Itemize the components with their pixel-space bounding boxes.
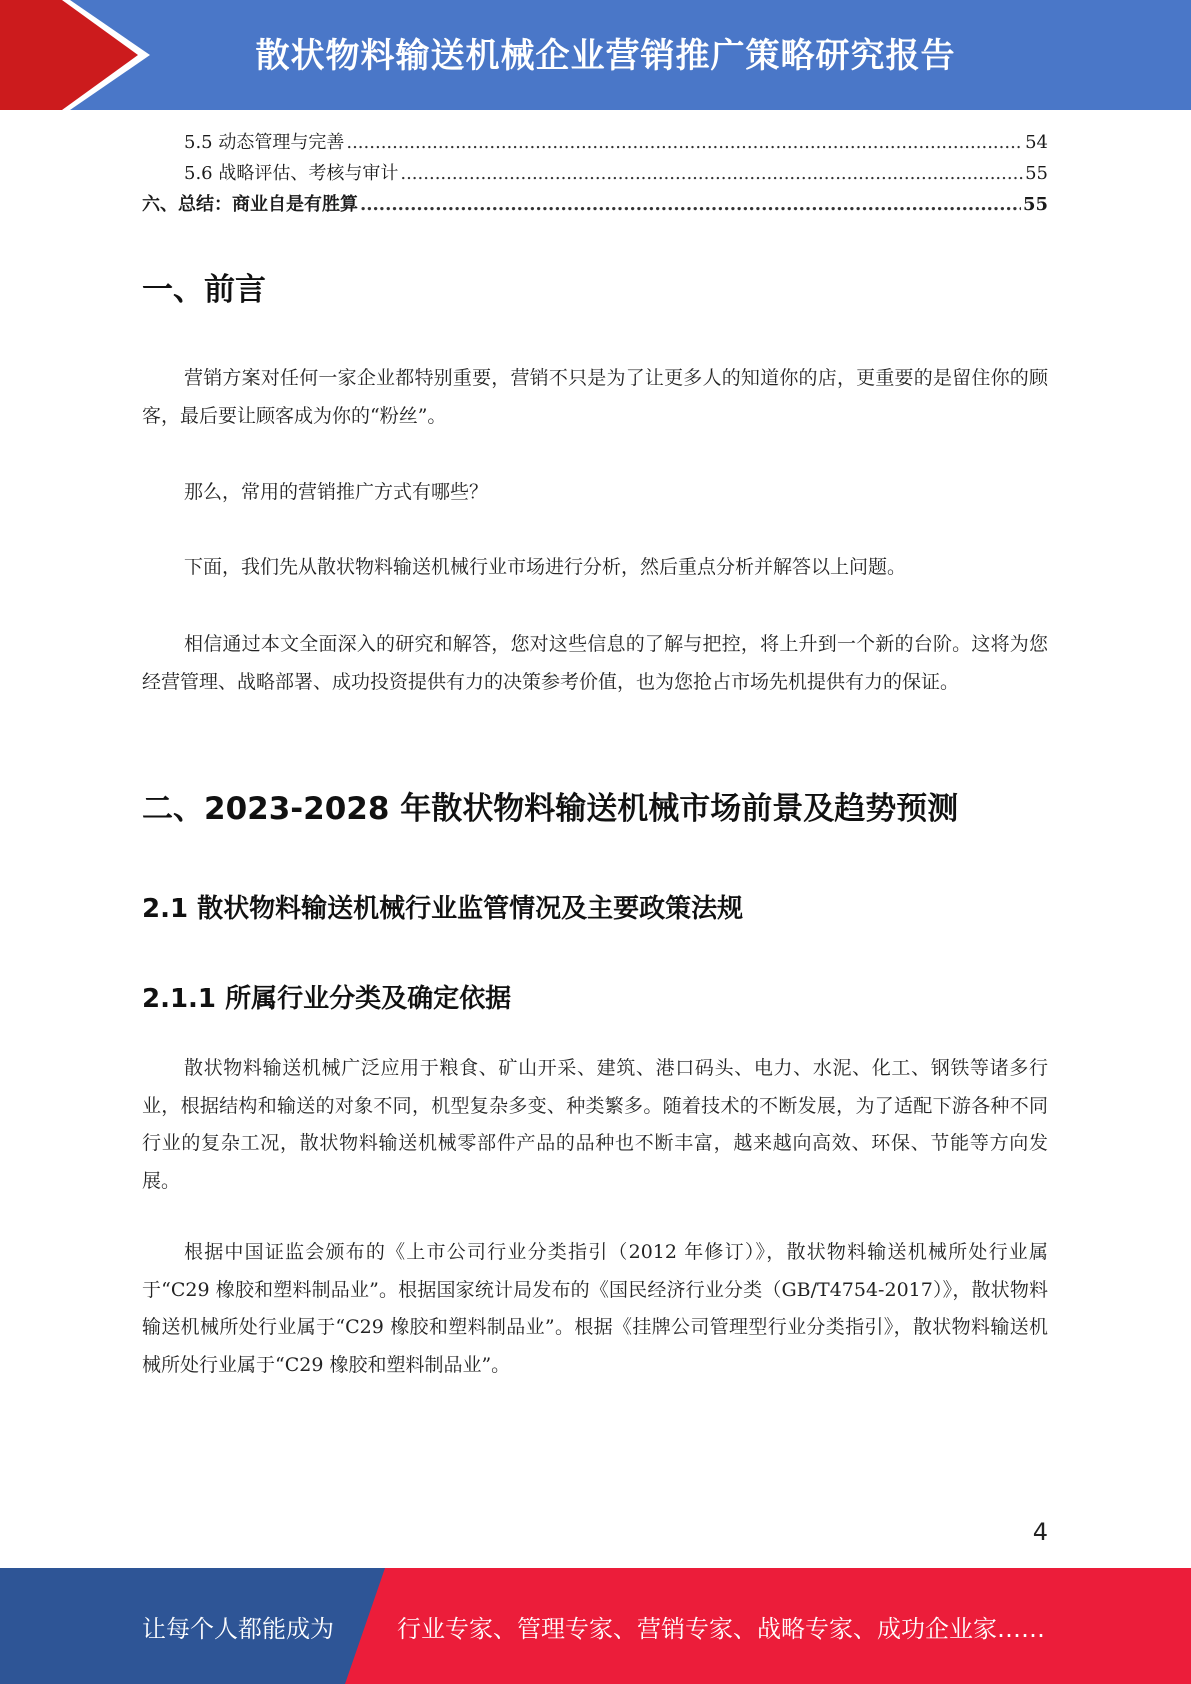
footer-banner: [0, 1568, 1191, 1684]
paragraph: 那么，常用的营销推广方式有哪些？: [184, 481, 489, 503]
toc-entry-label: 5.5 动态管理与完善: [184, 132, 345, 153]
toc-entry-label: 六、总结：商业自是有胜算: [142, 194, 358, 215]
header-banner: [0, 0, 1191, 110]
toc-entry-page: 54: [1025, 132, 1048, 153]
section-heading-market-outlook: 二、2023-2028 年散状物料输送机械市场前景及趋势预测: [142, 791, 959, 827]
report-title: 散状物料输送机械企业营销推广策略研究报告: [255, 36, 956, 76]
paragraph: 营销方案对任何一家企业都特别重要，营销不只是为了让更多人的知道你的店，更重要的是留住你的顾客，最后要让顾客成为你的“粉丝”。: [142, 367, 1048, 427]
table-of-contents: [142, 128, 1048, 221]
toc-leader-dots: [360, 194, 1021, 215]
subsubsection-heading: 2.1.1 所属行业分类及确定依据: [142, 984, 512, 1014]
toc-entry-page: 55: [1022, 194, 1048, 215]
toc-entry-label: 5.6 战略评估、考核与审计: [184, 163, 399, 184]
toc-leader-dots: [400, 163, 1023, 184]
section-heading-preface: 一、前言: [142, 272, 266, 308]
page-number: 4: [1032, 1518, 1048, 1546]
paragraph: 下面，我们先从散状物料输送机械行业市场进行分析，然后重点分析并解答以上问题。: [184, 556, 907, 578]
footer-slogan-left: 让每个人都能成为: [142, 1615, 334, 1643]
toc-entry[interactable]: [142, 128, 1048, 159]
paragraph: 相信通过本文全面深入的研究和解答，您对这些信息的了解与把控，将上升到一个新的台阶。这将为您经营管理、战略部署、成功投资提供有力的决策参考价值，也为您抢占市场先机提供有力的保证。: [142, 633, 1048, 693]
toc-leader-dots: [346, 132, 1023, 153]
paragraph: 根据中国证监会颁布的《上市公司行业分类指引（2012 年修订）》，散状物料输送机械所处行业属于“C29 橡胶和塑料制品业”。根据国家统计局发布的《国民经济行业分类（GB/T4754-2017）》，散状物料输送机械所处行业属于“C29 橡胶和塑料制品业”。根据《挂牌公司管理型行业分类指引》，散状物料输送机械所处行业属于“C29 橡胶和塑料制品业”。: [142, 1241, 1048, 1376]
toc-entry[interactable]: [142, 159, 1048, 190]
subsection-heading: 2.1 散状物料输送机械行业监管情况及主要政策法规: [142, 894, 744, 924]
toc-entry-page: 55: [1025, 163, 1048, 184]
toc-entry[interactable]: [142, 190, 1048, 221]
footer-slogan-right: 行业专家、管理专家、营销专家、战略专家、成功企业家……: [397, 1615, 1045, 1643]
paragraph: 散状物料输送机械广泛应用于粮食、矿山开采、建筑、港口码头、电力、水泥、化工、钢铁等诸多行业，根据结构和输送的对象不同，机型复杂多变、种类繁多。随着技术的不断发展，为了适配下游各种不同行业的复杂工况，散状物料输送机械零部件产品的品种也不断丰富，越来越向高效、环保、节能等方向发展。: [142, 1057, 1048, 1192]
